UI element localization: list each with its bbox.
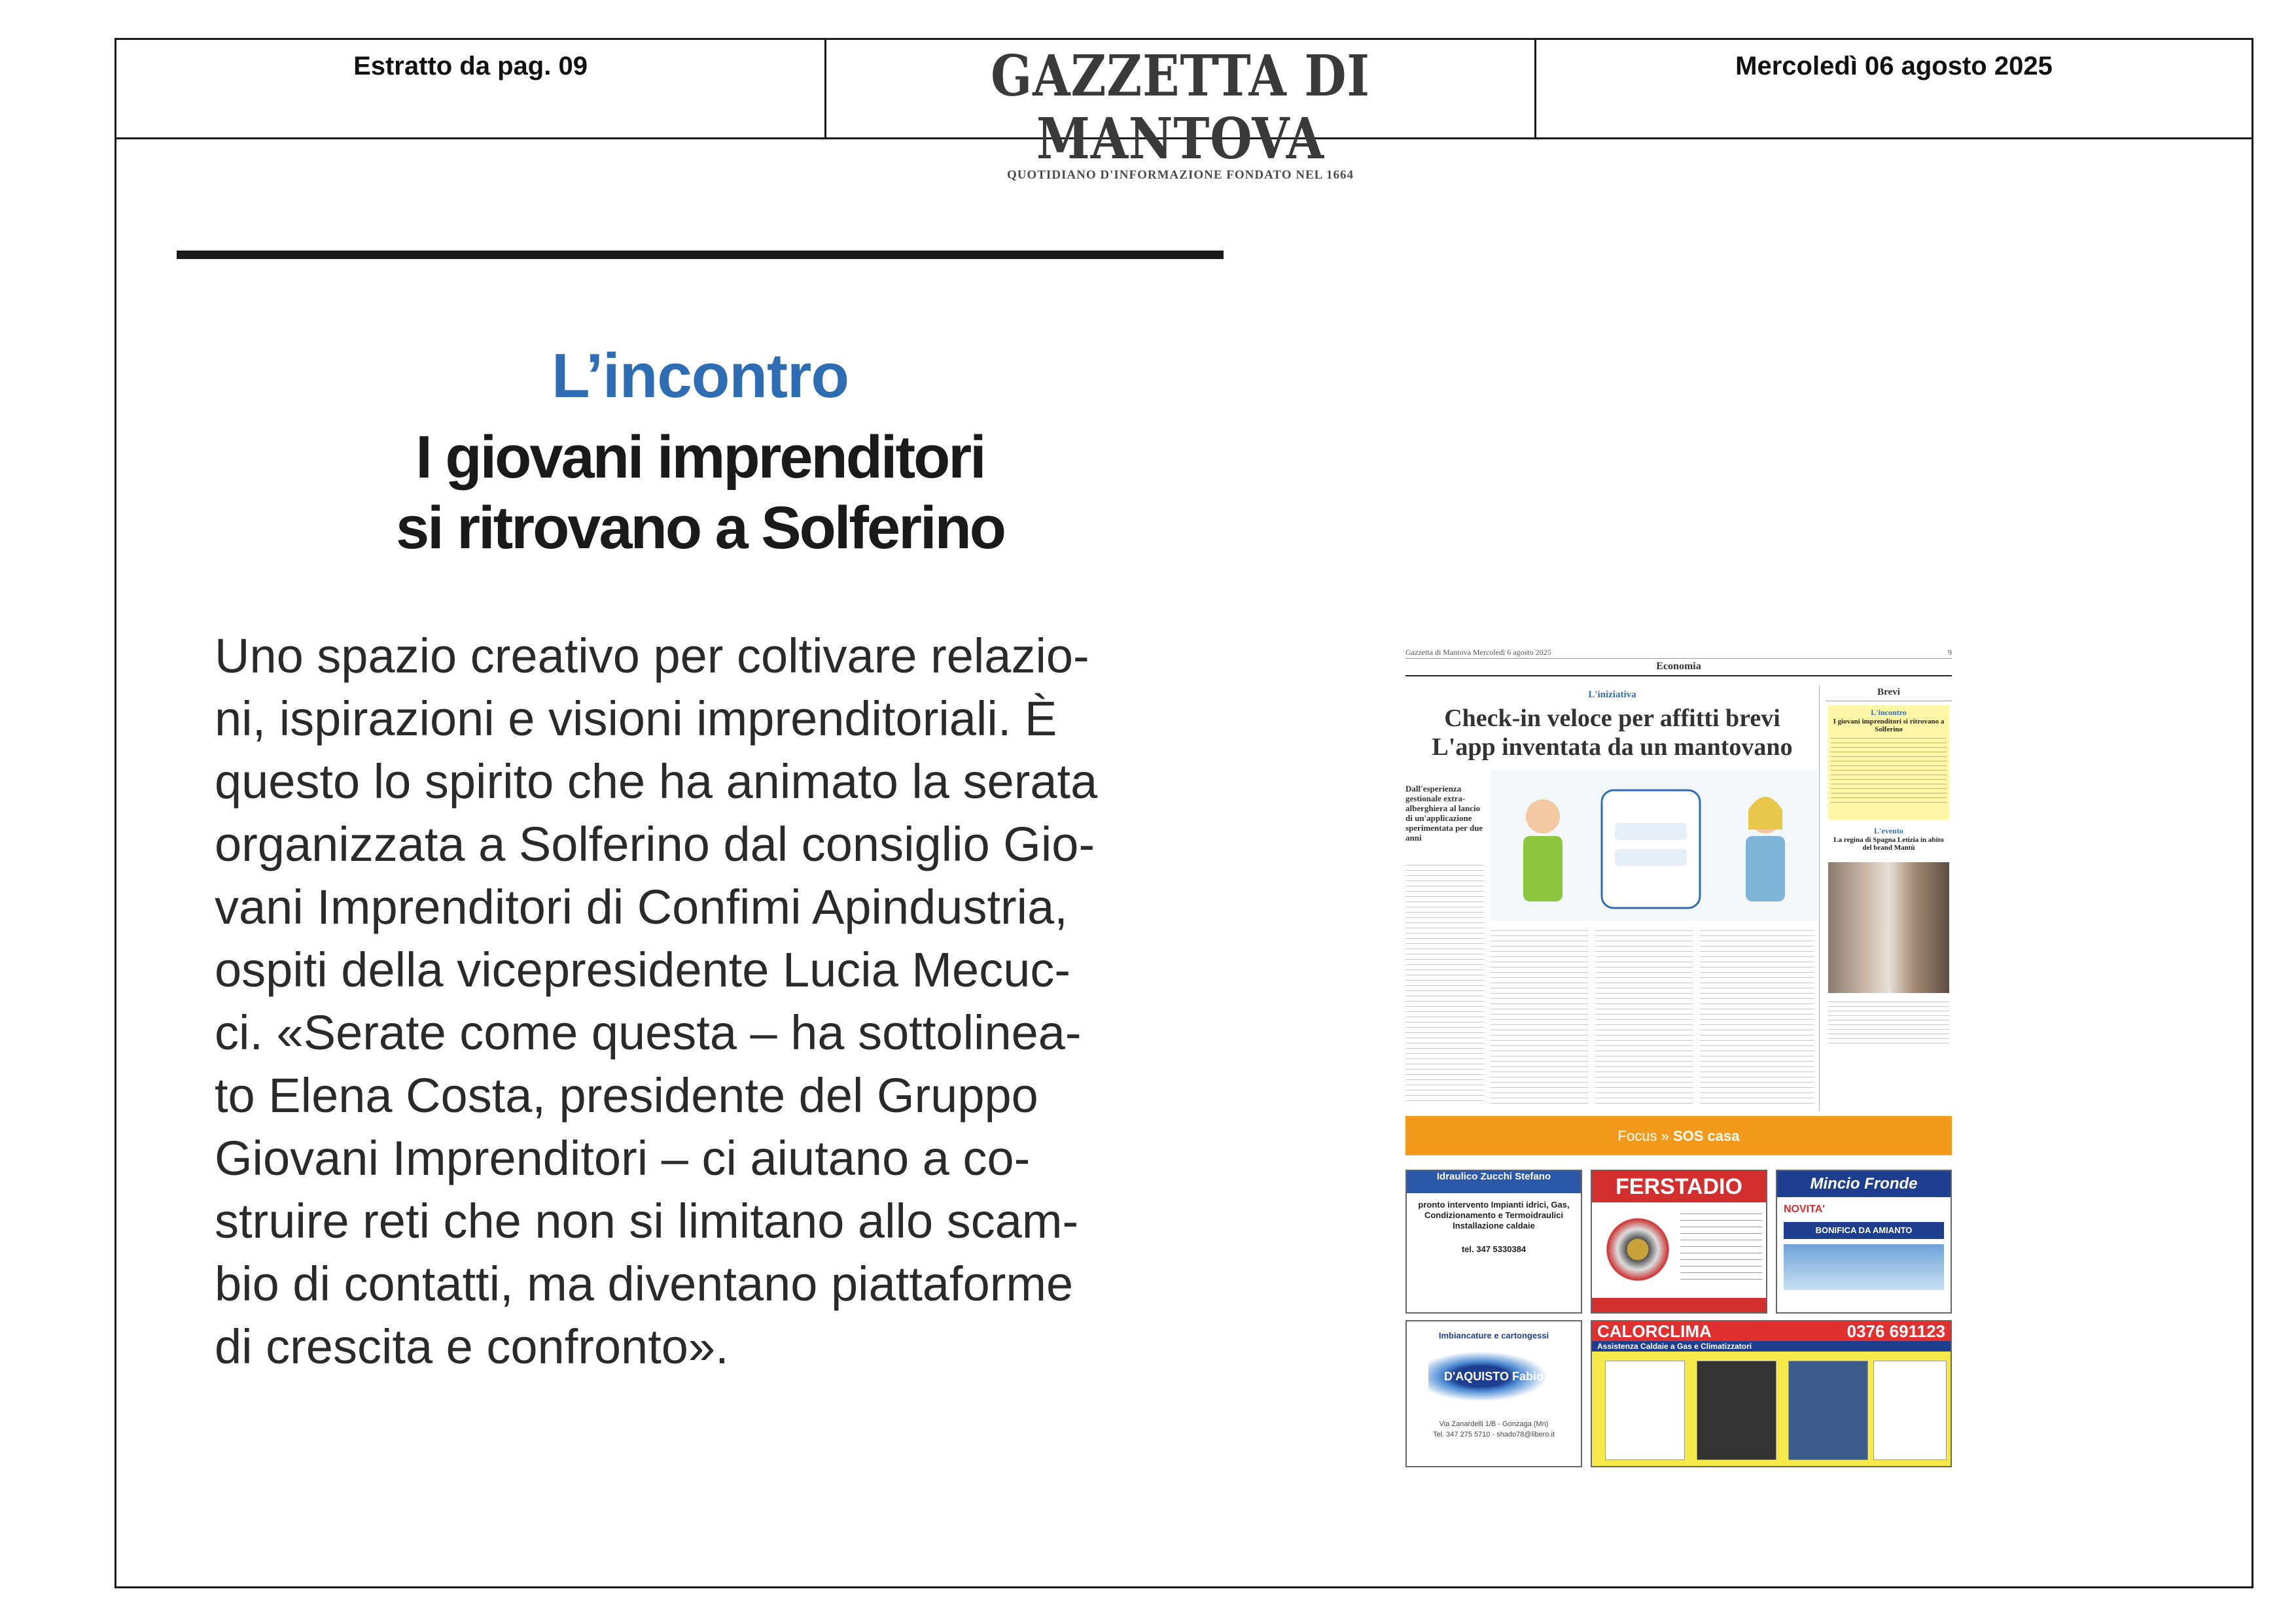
focus-banner [1405,1116,1952,1155]
thumbnail-sidebar-header: Brevi [1826,686,1952,701]
thumbnail-event-brief [1828,826,1949,852]
article-body [215,625,1186,1378]
body-line: di crescita e confronto». [215,1319,729,1374]
event-photo [1828,862,1949,993]
event-title: La regina di Spagna Letizia in abito del brand Mantù [1833,836,1944,852]
ad-plumber-phone: tel. 347 5330384 [1461,1244,1527,1254]
ad-mincio-bonifica: BONIFICA DA AMIANTO [1784,1222,1944,1239]
headline-line: si ritrovano a Solferino [396,495,1004,561]
thumbnail-text-column [1491,928,1589,1104]
ad-daquisto-contacts: Tel. 347 275 5710 - shado78@libero.it [1432,1431,1555,1439]
body-line: questo lo spirito che ha animato la serata [215,754,1098,809]
body-line: ospiti della vicepresidente Lucia Mecuc- [215,943,1071,997]
ad-mincio-fronde [1776,1170,1952,1314]
thumbnail-sidebar [1826,686,1952,1111]
header-right-cell [1536,40,2252,137]
body-line: struire reti che non si limitano allo scam- [215,1194,1079,1248]
thumbnail-highlighted-brief [1828,705,1949,820]
thumbnail-topline [1405,646,1952,659]
thumbnail-page-number: 9 [1948,648,1952,657]
thumbnail-text-column [1595,928,1693,1104]
ad-calorclima-phone: 0376 691123 [1846,1321,1945,1341]
ad-plumber [1405,1170,1582,1314]
extract-page-label: Estratto da pag. 09 [353,52,588,80]
article-headline [177,422,1224,563]
brief-kicker: L'incontro [1871,708,1907,717]
ad-product-stove [1697,1361,1776,1460]
ad-daquisto-title: Imbiancature e cartongessi [1438,1331,1549,1340]
masthead [826,45,1534,183]
masthead-subtitle: QUOTIDIANO D'INFORMAZIONE FONDATO NEL 1664 [1006,168,1354,182]
ad-product-boiler [1605,1361,1685,1460]
headline-line: I giovani imprenditori [415,424,985,491]
ad-product-solar [1788,1361,1868,1460]
thumbnail-text-column [1405,862,1484,1104]
ad-calorclima [1591,1320,1952,1467]
ad-ferstadio-title: FERSTADIO [1592,1171,1766,1202]
clipping-header [116,40,2252,182]
body-line: organizzata a Solferino dal consiglio Gio- [215,817,1095,871]
ad-ferstadio-footer [1592,1298,1766,1312]
ad-mincio-photo [1784,1244,1944,1290]
focus-arrows-icon: » [1661,1128,1673,1144]
header-left-cell [116,40,826,137]
body-line: Uno spazio creativo per coltivare relazio- [215,629,1089,683]
ad-keys-image [1598,1217,1677,1282]
ad-mincio-novita: NOVITA' [1784,1204,1826,1215]
ad-plumber-services: pronto intervento Impianti idrici, Gas, Condizionamento e Termoidraulici Installazione caldaie [1418,1200,1570,1230]
header-masthead-cell [826,40,1536,182]
focus-label: Focus [1617,1128,1657,1144]
thumbnail-main-lede: Dall'esperienza gestionale extra-alberghiera al lancio di un'applicazione sperimentata per due anni [1405,784,1483,843]
thumbnail-main-kicker: L'iniziativa [1588,689,1636,700]
body-line: Giovani Imprenditori – ci aiutano a co- [215,1131,1031,1185]
thumbnail-section: Economia [1405,661,1952,676]
ad-calorclima-header [1592,1321,1951,1341]
article-top-rule [177,251,1224,259]
masthead-title: GAZZETTA DI MANTOVA [991,43,1370,172]
ad-plumber-title: Idraulico Zucchi Stefano [1407,1171,1581,1193]
thumbnail-title-line: L'app inventata da un mantovano [1432,733,1793,761]
thumbnail-title-line: Check-in veloce per affitti brevi [1444,705,1780,732]
focus-banner-text [1405,1128,1952,1145]
body-line: bio di contatti, ma diventano piattaforme [215,1257,1074,1311]
body-line: ci. «Serate come questa – ha sottolinea- [215,1005,1082,1060]
brief-text-lines [1831,736,1947,805]
ad-calorclima-strip: Assistenza Caldaie a Gas e Climatizzatori [1592,1341,1951,1352]
app-illustration-graphic [1491,771,1818,921]
ad-daquisto-logo: D'AQUISTO Fabio [1428,1347,1559,1406]
ad-ferstadio-text [1680,1210,1762,1282]
publication-date: Mercoledì 06 agosto 2025 [1735,52,2053,80]
ad-mincio-title: Mincio Fronde [1777,1171,1951,1197]
brief-title: I giovani imprenditori si ritrovano a Solferino [1833,718,1945,733]
thumbnail-text-column [1700,928,1814,1104]
page-thumbnail [1405,646,1952,1477]
article-kicker: L’incontro [552,341,849,411]
body-line: to Elena Costa, presidente del Gruppo [215,1068,1038,1123]
event-photo-caption [1828,1000,1949,1045]
ad-daquisto [1405,1320,1582,1467]
ad-daquisto-address: Via Zanardelli 1/B - Gonzaga (Mn) [1439,1420,1549,1428]
body-line: vani Imprenditori di Confimi Apindustria, [215,880,1068,934]
thumbnail-dateline: Gazzetta di Mantova Mercoledì 6 agosto 2025 [1405,648,1551,657]
focus-topic: SOS casa [1672,1128,1740,1144]
ad-product-aircon [1873,1361,1947,1460]
thumbnail-main-article [1405,686,1820,1111]
ad-ferstadio [1591,1170,1767,1314]
thumbnail-app-illustration [1491,771,1818,921]
ad-calorclima-brand: CALORCLIMA [1597,1321,1712,1341]
body-line: ni, ispirazioni e visioni imprenditoriali. È [215,691,1057,746]
event-kicker: L'evento [1874,826,1903,835]
thumbnail-main-title [1405,704,1819,761]
